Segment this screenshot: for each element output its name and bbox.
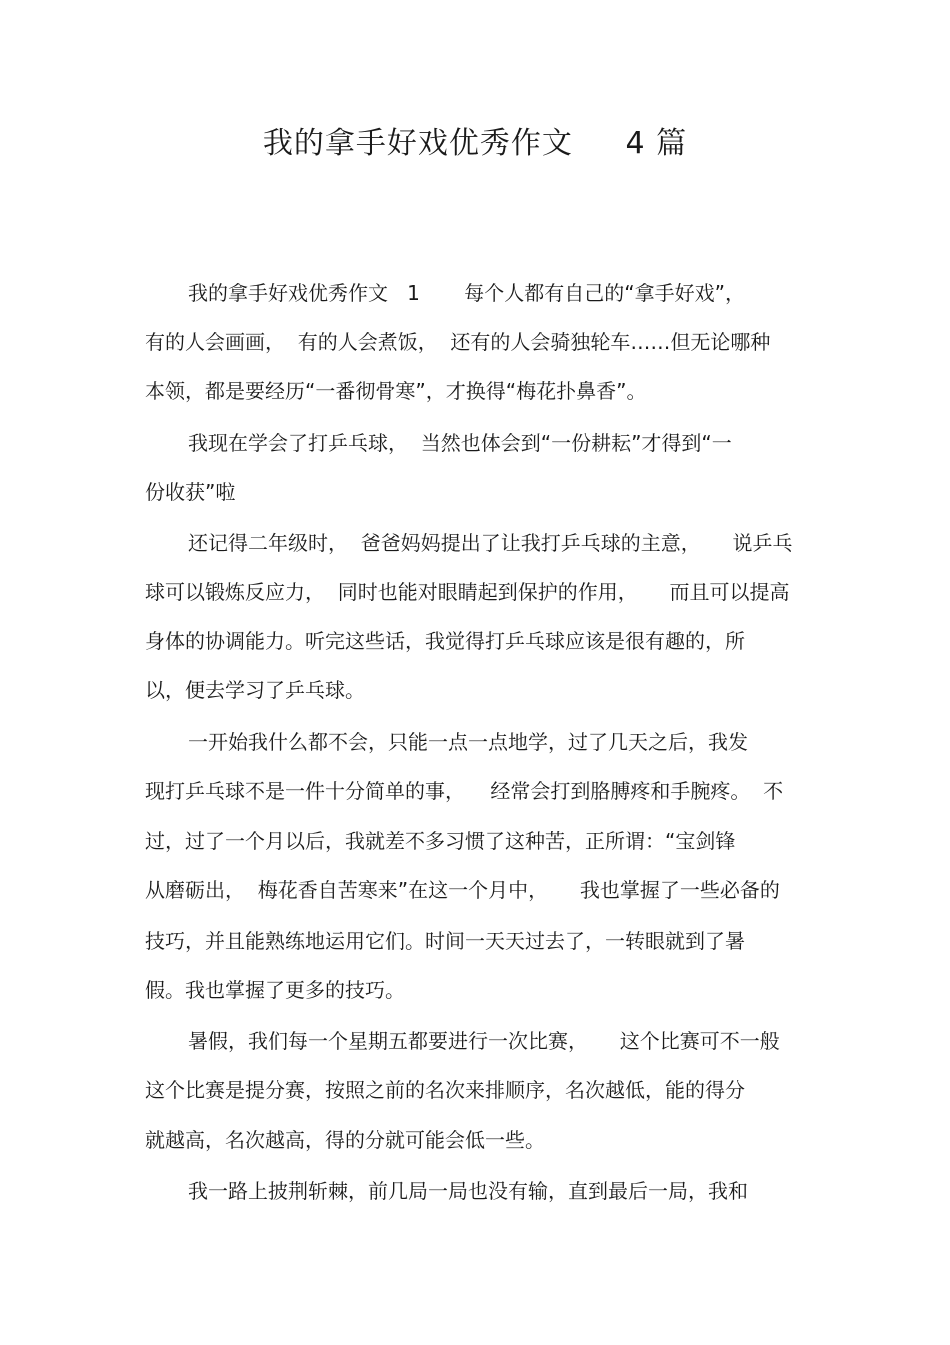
text-line: 还记得二年级时， 爸爸妈妈提出了让我打乒乓球的主意， 说乒乓: [188, 531, 793, 555]
text-line: 我的拿手好戏优秀作文 1 每个人都有自己的“拿手好戏”，: [188, 281, 746, 305]
text-line: 暑假，我们每一个星期五都要进行一次比赛， 这个比赛可不一般: [188, 1029, 780, 1053]
text-line: 一开始我什么都不会，只能一点一点地学，过了几天之后，我发: [188, 730, 748, 754]
text-line: 过，过了一个月以后，我就差不多习惯了这种苦，正所谓：“宝剑锋: [145, 829, 736, 853]
text-line: 就越高，名次越高，得的分就可能会低一些。: [145, 1128, 545, 1152]
text-line: 现打乒乓球不是一件十分简单的事， 经常会打到胳膊疼和手腕疼。 不: [145, 779, 784, 803]
text-line: 我一路上披荆斩棘，前几局一局也没有输，直到最后一局，我和: [188, 1179, 748, 1203]
text-line: 球可以锻炼反应力， 同时也能对眼睛起到保护的作用， 而且可以提高: [145, 580, 790, 604]
text-line: 假。我也掌握了更多的技巧。: [145, 978, 405, 1002]
text-line: 身体的协调能力。听完这些话，我觉得打乒乓球应该是很有趣的，所: [145, 629, 745, 653]
text-line: 以，便去学习了乒乓球。: [145, 678, 365, 702]
text-line: 我现在学会了打乒乓球， 当然也体会到“一份耕耘”才得到“一: [188, 431, 732, 455]
text-line: 有的人会画画， 有的人会煮饭， 还有的人会骑独轮车……但无论哪种: [145, 330, 771, 354]
text-line: 技巧，并且能熟练地运用它们。时间一天天过去了，一转眼就到了暑: [145, 929, 745, 953]
text-line: 这个比赛是提分赛，按照之前的名次来排顺序，名次越低，能的得分: [145, 1078, 745, 1102]
text-line: 本领，都是要经历“一番彻骨寒”，才换得“梅花扑鼻香”。: [145, 379, 647, 403]
document-title: 我的拿手好戏优秀作文 4 篇: [262, 126, 688, 161]
text-line: 从磨砺出， 梅花香自苦寒来”在这一个月中， 我也掌握了一些必备的: [145, 878, 780, 902]
text-line: 份收获”啦: [145, 480, 236, 504]
